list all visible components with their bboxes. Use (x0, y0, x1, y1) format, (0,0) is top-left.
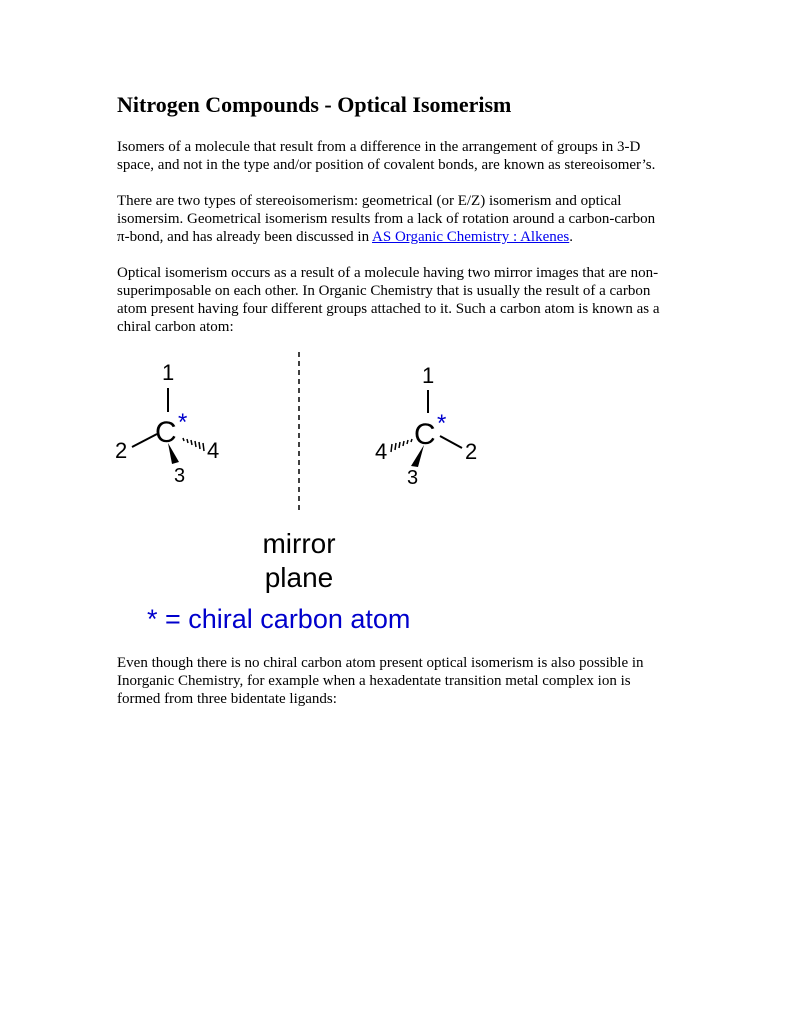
text-fragment: . (569, 229, 573, 245)
page-title: Nitrogen Compounds - Optical Isomerism (117, 92, 512, 117)
group-label-2: 2 (465, 439, 478, 464)
text-line: Even though there is no chiral carbon atom present optical isomerism is also possible in (117, 655, 644, 671)
mirror-label: mirror (262, 528, 336, 559)
text-line: superimposable on each other. In Organic Chemistry that is usually the result of a carbon (117, 283, 651, 299)
right-molecule (375, 363, 477, 489)
hashed-bond (183, 438, 204, 451)
carbon-atom: C (414, 418, 436, 451)
alkenes-link[interactable]: AS Organic Chemistry : Alkenes (372, 229, 570, 245)
group-label-4: 4 (207, 438, 220, 463)
group-label-2: 2 (115, 438, 128, 463)
left-molecule (115, 360, 219, 487)
group-label-3: 3 (174, 465, 186, 487)
text-line: space, and not in the type and/or position of covalent bonds, are known as stereoisomer’s. (117, 157, 656, 173)
chiral-star: * (437, 410, 447, 437)
group-label-1: 1 (162, 360, 175, 385)
chiral-star: * (178, 409, 188, 436)
group-label-1: 1 (422, 363, 435, 388)
text-line: There are two types of stereoisomerism: geometrical (or E/Z) isomerism and optical (117, 193, 622, 209)
bond-line (440, 436, 462, 448)
text-fragment: π-bond, and has already been discussed in (117, 229, 373, 245)
text-line: atom present having four different groups attached to it. Such a carbon atom is known as a (117, 301, 660, 317)
carbon-atom: C (155, 416, 177, 449)
group-label-3: 3 (407, 467, 419, 489)
text-line: isomersim. Geometrical isomerism results from a lack of rotation around a carbon-carbon (117, 211, 656, 227)
text-line: chiral carbon atom: (117, 319, 234, 335)
text-line: Isomers of a molecule that result from a difference in the arrangement of groups in 3-D (117, 139, 641, 155)
hashed-bond (391, 439, 412, 452)
text-line: formed from three bidentate ligands: (117, 691, 337, 707)
text-line: Optical isomerism occurs as a result of a molecule having two mirror images that are non- (117, 265, 659, 281)
text-line: Inorganic Chemistry, for example when a hexadentate transition metal complex ion is (117, 673, 631, 689)
plane-label: plane (264, 562, 334, 593)
bond-line (132, 434, 157, 447)
group-label-4: 4 (375, 439, 388, 464)
chiral-legend: * = chiral carbon atom (147, 604, 411, 634)
